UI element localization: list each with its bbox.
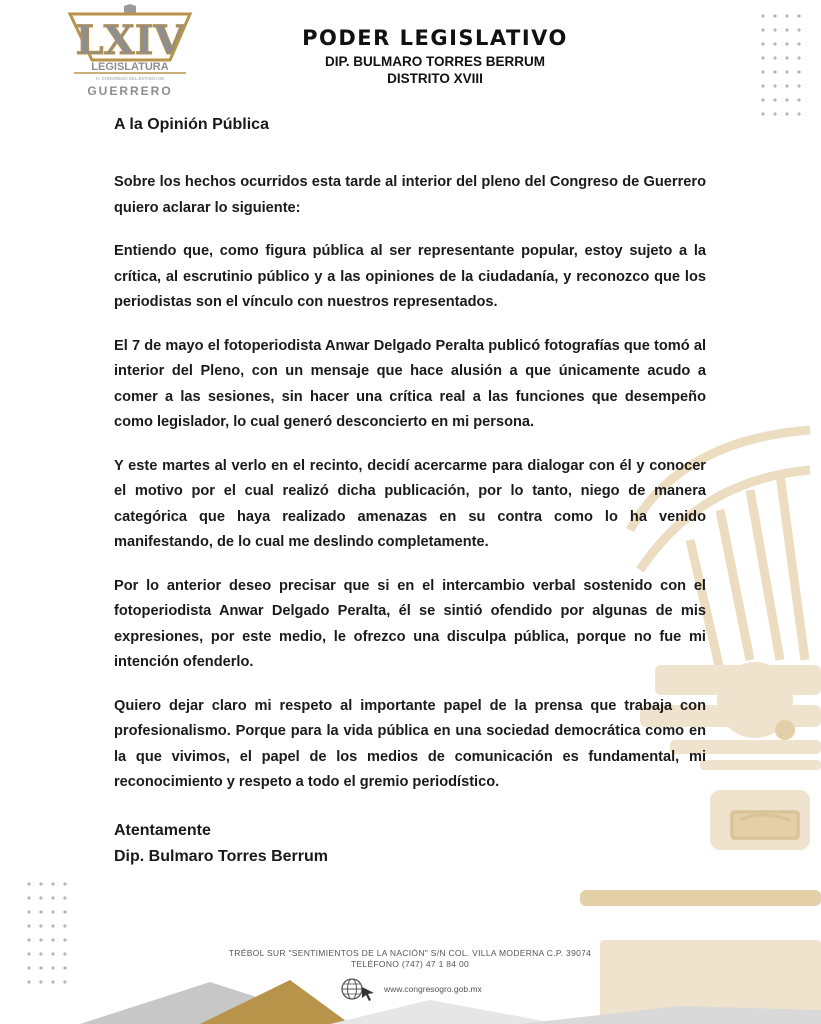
header-deputy-name: DIP. BULMARO TORRES BERRUM: [324, 54, 545, 69]
paragraph: Entiendo que, como figura pública al ser representante popular, estoy sujeto a la crítica, al escrutinio público y a las opiniones de la ciudadanía, y reconozco que los periodistas son el vínculo con nuestros representados.: [114, 243, 706, 310]
header-title: PODER LEGISLATIVO: [302, 26, 568, 50]
footer-address-block: [150, 948, 670, 969]
paragraph: Quiero dejar claro mi respeto al importante papel de la prensa que trabaja con profesionalismo. Porque para la vida pública en una sociedad democrática como en la que vivimos, el papel de los medios de comunicación es fundamental, mi reconocimiento y respeto a todo el gremio periodístico.: [114, 697, 706, 790]
footer-address: TRÉBOL SUR "SENTIMIENTOS DE LA NACIÓN" S/N COL. VILLA MODERNA C.P. 39074: [228, 948, 592, 958]
signature-block: [114, 818, 706, 870]
logo-congreso-text: H. CONGRESO DEL ESTADO DE: [95, 76, 165, 81]
footer-decorative-shapes: [0, 970, 821, 1024]
paragraph: Y este martes al verlo en el recinto, decidí acercarme para dialogar con él y conocer el motivo por el cual realizó dicha publicación, por lo tanto, niego de manera categórica que haya realizado amenazas en su contra como lo ha venido manifestando, de lo cual me deslindo completamente.: [114, 457, 706, 550]
logo-legislatura-text: LEGISLATURA: [91, 61, 169, 73]
paragraph: El 7 de mayo el fotoperiodista Anwar Delgado Peralta publicó fotografías que tomó al interior del Pleno, con un mensaje que hace alusión a que únicamente acudo a comer a las sesiones, sin hacer una crítica real a las funciones que desempeño como legislador, lo cual generó desconcierto en mi persona.: [114, 337, 706, 430]
letterhead: [240, 26, 630, 86]
dot-pattern-top-right: [758, 10, 804, 122]
signature-name: Dip. Bulmaro Torres Berrum: [114, 847, 328, 865]
closing: Atentamente: [114, 821, 211, 839]
letter-body: [114, 114, 706, 870]
footer-website[interactable]: www.congresogro.gob.mx: [384, 984, 482, 994]
header-district: DISTRITO XVIII: [387, 71, 483, 86]
paragraph: Sobre los hechos ocurridos esta tarde al interior del pleno del Congreso de Guerrero quiero aclarar lo siguiente:: [114, 174, 706, 216]
salutation: A la Opinión Pública: [114, 116, 269, 133]
paragraph: Por lo anterior deseo precisar que si en el intercambio verbal sostenido con el fotoperiodista Anwar Delgado Peralta, él se sintió ofendido por algunas de mis expresiones, por este medio, le ofrezco una disculpa pública, porque no fue mi intención ofenderlo.: [114, 577, 706, 670]
lxiv-legislatura-logo: [66, 4, 196, 100]
footer-phone: TELÉFONO (747) 47 1 84 00: [350, 959, 470, 969]
logo-state-text: GUERRERO: [87, 84, 173, 98]
logo-numeral: LXIV: [75, 17, 185, 64]
